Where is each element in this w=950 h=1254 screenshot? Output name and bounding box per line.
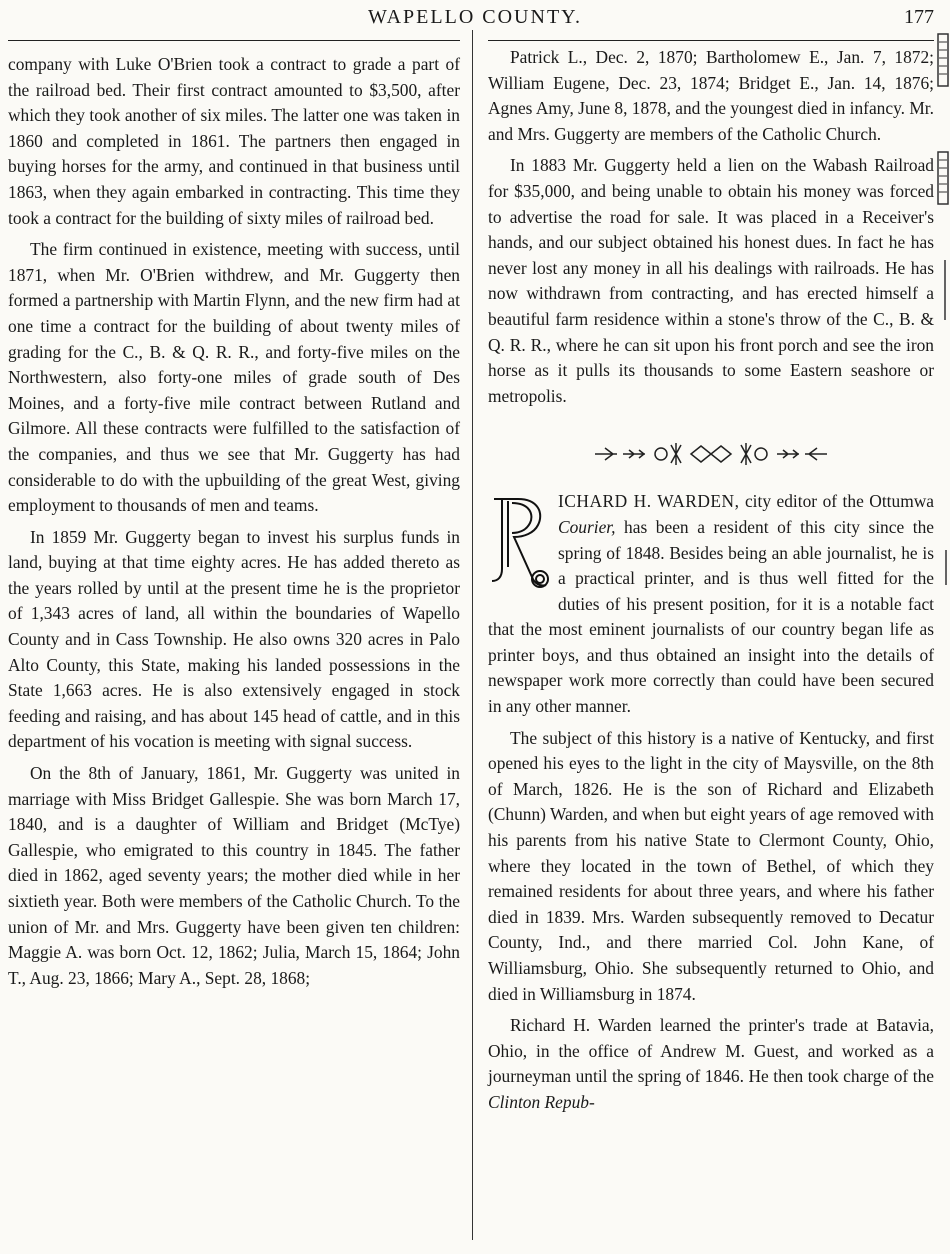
subject-name: ICHARD H. WARDEN, bbox=[558, 491, 740, 512]
left-paragraph-1: company with Luke O'Brien took a contract to grade a part of the railroad bed. Their first contract amounted to $3,500, after which they took another of six miles. The latter one was taken in 1860 and completed in 1861. The partners then engaged in buying horses for the army, and continued in that business until 1863, when they again embarked in contracting. This time they took a contract for the building of sixty miles of railroad bed. bbox=[8, 54, 460, 228]
newspaper-title: Courier, bbox=[558, 516, 616, 537]
right-paragraph-5 bbox=[488, 1013, 934, 1115]
header-rule-left bbox=[8, 40, 460, 41]
left-column bbox=[8, 52, 460, 991]
warden-intro-paragraph bbox=[488, 489, 934, 719]
dropcap-letter-r bbox=[488, 493, 552, 593]
intro-text-a: city editor of the Ottumwa bbox=[739, 491, 934, 512]
header-rule-right bbox=[488, 40, 934, 41]
intro-text-b: has been a resident of this city since the spring of 1848. Besides being an able journalist, he is a practical printer, and is thus well fitted for the duties of his present position, for it is a notable fact that the most eminent journalists of our country began life as printer boys, and thus obtained an insight into the details of newspaper work more correctly than could have been secured in any other manner. bbox=[488, 516, 934, 717]
binding-edge-marks bbox=[936, 30, 950, 590]
clinton-republican-title: Clinton Repub- bbox=[488, 1091, 595, 1112]
column-divider bbox=[472, 30, 473, 1240]
dropcap-r bbox=[488, 493, 552, 593]
svg-text:R: R bbox=[488, 493, 489, 495]
left-paragraph-3: In 1859 Mr. Guggerty began to invest his surplus funds in land, buying at that time eighty acres. He has added thereto as the years rolled by until at the present time he is the proprietor of 1,343 acres of land, all within the boundaries of Wapello County and in Cass Township. He also owns 320 acres in Palo Alto County, this State, making his landed possessions in the State 1,663 acres. He is also extensively engaged in stock feeding and raising, and has about 145 head of cattle, and in this department of his vocation is meeting with signal success. bbox=[8, 526, 460, 752]
left-paragraph-4: On the 8th of January, 1861, Mr. Guggerty was united in marriage with Miss Bridget Gallespie. She was born March 17, 1840, and is a daughter of William and Bridget (McTye) Gallespie, who emigrated to this country in 1845. The father died in 1862, aged seventy years; the mother died while in her sixtieth year. Both were members of the Catholic Church. To the union of Mr. and Mrs. Guggerty have been given ten children: Maggie A. was born Oct. 12, 1862; Julia, March 15, 1864; John T., Aug. 23, 1866; Mary A., Sept. 28, 1868; bbox=[8, 763, 460, 988]
page-header bbox=[0, 0, 950, 40]
right-column bbox=[488, 45, 934, 1116]
paragraph-5-text: Richard H. Warden learned the printer's trade at Batavia, Ohio, in the office of Andrew M. Guest, and worked as a journeyman until the spring of 1846. He then took charge of the bbox=[488, 1015, 934, 1087]
right-paragraph-1: Patrick L., Dec. 2, 1870; Bartholomew E., Jan. 7, 1872; William Eugene, Dec. 23, 1874; Bridget E., Jan. 14, 1876; Agnes Amy, June 8, 1878, and the youngest died in infancy. Mr. and Mrs. Guggerty are members of the Catholic Church. bbox=[488, 47, 934, 144]
right-paragraph-2: In 1883 Mr. Guggerty held a lien on the Wabash Railroad for $35,000, and being unable to obtain his money was forced to advertise the road for sale. It was placed in a Receiver's hands, and our subject obtained his honest dues. In fact he has never lost any money in all his dealings with railroads. He has now withdrawn from contracting, and has erected himself a beautiful farm residence within a stone's throw of the C., B. & Q. R. R., where he can sit upon his front porch and see the iron horse as it pulls its thousands to some Eastern seashore or metropolis. bbox=[488, 155, 934, 406]
page-number: 177 bbox=[904, 6, 934, 28]
left-paragraph-2: The firm continued in existence, meeting with success, until 1871, when Mr. O'Brien withdrew, and Mr. Guggerty then formed a partnership with Martin Flynn, and the new firm had at one time a contract for the building of about twenty miles of grading for the C., B. & Q. R. R., and forty-five miles on the Northwestern, also forty-one miles of grade south of Des Moines, and a forty-five mile contract between Rutland and Gilmore. All these contracts were fulfilled to the satisfaction of the companies, and thus we see that Mr. Guggerty has had considerable to do with the upbuilding of the great West, giving employment to thousands of men and teams. bbox=[8, 239, 460, 516]
section-ornament bbox=[488, 429, 934, 479]
right-paragraph-4: The subject of this history is a native of Kentucky, and first opened his eyes to the light in the city of Maysville, on the 8th of March, 1826. He is the son of Richard and Elizabeth (Chunn) Warden, and when but eight years of age removed with his parents from his native State to Clermont County, Ohio, where they located in the town of Bethel, of which they remained residents for about three years, and where his father died in 1839. Mrs. Warden subsequently removed to Decatur County, Ind., and there married Col. John Kane, of Williamsburg, Ohio. She subsequently returned to Ohio, and died in Williamsburg in 1874. bbox=[488, 727, 934, 1004]
running-title: WAPELLO COUNTY. bbox=[367, 6, 583, 28]
